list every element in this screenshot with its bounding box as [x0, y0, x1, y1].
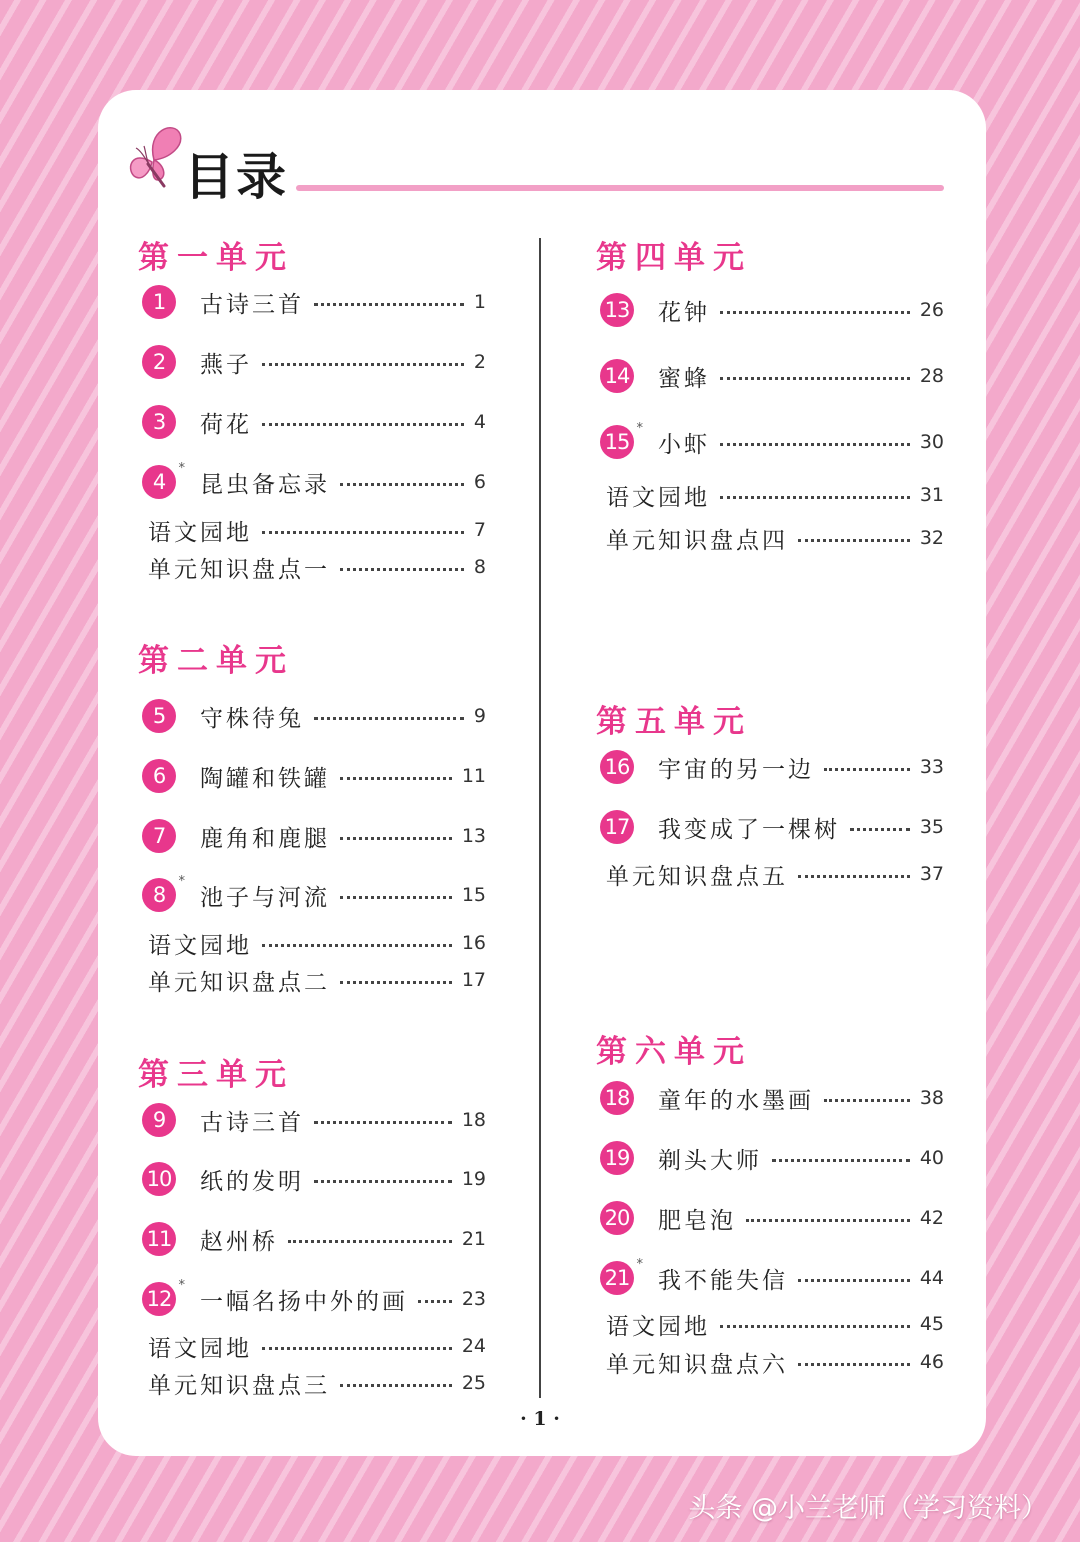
- lesson-number: 13: [604, 298, 630, 322]
- entry-page: 2: [473, 351, 486, 373]
- lesson-number: 1: [152, 290, 166, 314]
- dot-leader: [340, 837, 452, 840]
- lesson-number-badge: [142, 461, 185, 499]
- toc-entry[interactable]: [148, 1365, 486, 1401]
- toc-entry[interactable]: [148, 512, 486, 548]
- entry-title: 语文园地: [606, 484, 710, 511]
- dot-leader: [798, 1363, 910, 1366]
- entry-title: 语文园地: [606, 1313, 710, 1340]
- entry-title: 单元知识盘点二: [148, 969, 330, 996]
- dot-leader: [262, 423, 464, 426]
- entry-page: 46: [919, 1351, 944, 1373]
- lesson-number-badge: [142, 699, 176, 733]
- dot-leader: [262, 944, 452, 947]
- lesson-number: 18: [604, 1086, 630, 1110]
- entry-title: 昆虫备忘录: [200, 471, 330, 498]
- entry-page: 8: [473, 556, 486, 578]
- entry-page: 28: [919, 365, 944, 387]
- lesson-number-badge: [142, 1222, 176, 1256]
- lesson-number: 17: [604, 815, 630, 839]
- entry-page: 1: [473, 291, 486, 313]
- dot-leader: [720, 311, 910, 314]
- optional-star-icon: *: [178, 1278, 185, 1293]
- entry-page: 30: [919, 431, 944, 453]
- lesson-number-badge: [142, 405, 176, 439]
- toc-entry[interactable]: [600, 749, 944, 785]
- entry-title: 花钟: [658, 299, 710, 326]
- dot-leader: [798, 875, 910, 878]
- lesson-number-badge: [142, 1162, 176, 1196]
- entry-page: 16: [461, 932, 486, 954]
- dot-leader: [720, 1325, 910, 1328]
- lesson-number: 8: [152, 883, 166, 907]
- lesson-number-badge: [600, 359, 634, 393]
- toc-entry[interactable]: [600, 358, 944, 394]
- toc-entry[interactable]: [600, 1257, 944, 1296]
- lesson-number-badge: [142, 345, 176, 379]
- entry-page: 33: [919, 756, 944, 778]
- entry-title: 语文园地: [148, 932, 252, 959]
- toc-entry[interactable]: [142, 1102, 486, 1138]
- entry-page: 38: [919, 1087, 944, 1109]
- unit-title: 第三单元: [138, 1057, 294, 1093]
- entry-page: 18: [461, 1109, 486, 1131]
- entry-title: 单元知识盘点三: [148, 1372, 330, 1399]
- lesson-number: 3: [152, 410, 166, 434]
- lesson-number-badge: [142, 1103, 176, 1137]
- dot-leader: [720, 443, 910, 446]
- lesson-number-badge: [142, 285, 176, 319]
- entry-title: 肥皂泡: [658, 1207, 736, 1234]
- dot-leader: [262, 531, 464, 534]
- toc-entry[interactable]: [606, 477, 944, 513]
- entry-title: 赵州桥: [200, 1228, 278, 1255]
- toc-entry[interactable]: [606, 1344, 944, 1380]
- lesson-number-badge: [600, 1257, 643, 1295]
- entry-title: 古诗三首: [200, 1109, 304, 1136]
- optional-star-icon: *: [178, 874, 185, 889]
- page-title: 目录: [184, 148, 288, 206]
- toc-entry[interactable]: [142, 818, 486, 854]
- toc-entry[interactable]: [148, 1328, 486, 1364]
- dot-leader: [340, 568, 464, 571]
- lesson-number-badge: [600, 293, 634, 327]
- toc-entry[interactable]: [142, 1221, 486, 1257]
- toc-entry[interactable]: [142, 404, 486, 440]
- entry-page: 40: [919, 1147, 944, 1169]
- entry-page: 31: [919, 484, 944, 506]
- entry-title: 我变成了一棵树: [658, 816, 840, 843]
- entry-page: 23: [461, 1288, 486, 1310]
- entry-title: 我不能失信: [658, 1267, 788, 1294]
- toc-entry[interactable]: [148, 925, 486, 961]
- dot-leader: [772, 1159, 910, 1162]
- toc-entry[interactable]: [142, 284, 486, 320]
- toc-entry[interactable]: [142, 1161, 486, 1197]
- toc-entry[interactable]: [148, 962, 486, 998]
- lesson-number-badge: [142, 819, 176, 853]
- lesson-number-badge: [600, 810, 634, 844]
- entry-page: 6: [473, 471, 486, 493]
- dot-leader: [314, 303, 464, 306]
- optional-star-icon: *: [178, 461, 185, 476]
- lesson-number: 9: [152, 1108, 166, 1132]
- lesson-number-badge: [600, 421, 643, 459]
- toc-entry[interactable]: [142, 698, 486, 734]
- entry-title: 语文园地: [148, 1335, 252, 1362]
- dot-leader: [824, 1099, 910, 1102]
- entry-page: 17: [461, 969, 486, 991]
- dot-leader: [262, 363, 464, 366]
- optional-star-icon: *: [636, 421, 643, 436]
- dot-leader: [340, 1384, 452, 1387]
- entry-page: 44: [919, 1267, 944, 1289]
- entry-page: 24: [461, 1335, 486, 1357]
- toc-entry[interactable]: [600, 292, 944, 328]
- toc-entry[interactable]: [148, 549, 486, 585]
- entry-title: 单元知识盘点六: [606, 1351, 788, 1378]
- entry-page: 9: [473, 705, 486, 727]
- entry-title: 单元知识盘点一: [148, 556, 330, 583]
- lesson-number-badge: [600, 1081, 634, 1115]
- toc-entry[interactable]: [606, 1306, 944, 1342]
- entry-page: 4: [473, 411, 486, 433]
- unit-title: 第一单元: [138, 240, 294, 276]
- dot-leader: [340, 777, 452, 780]
- entry-page: 7: [473, 519, 486, 541]
- entry-title: 守株待兔: [200, 705, 304, 732]
- dot-leader: [850, 828, 910, 831]
- dot-leader: [746, 1219, 910, 1222]
- lesson-number-badge: [142, 874, 185, 912]
- dot-leader: [340, 981, 452, 984]
- lesson-number: 2: [152, 350, 166, 374]
- entry-title: 古诗三首: [200, 291, 304, 318]
- lesson-number: 16: [604, 755, 630, 779]
- lesson-number-badge: [600, 750, 634, 784]
- entry-title: 燕子: [200, 351, 252, 378]
- dot-leader: [262, 1347, 452, 1350]
- entry-title: 蜜蜂: [658, 365, 710, 392]
- entry-page: 45: [919, 1313, 944, 1335]
- entry-page: 35: [919, 816, 944, 838]
- entry-page: 32: [919, 527, 944, 549]
- entry-title: 荷花: [200, 411, 252, 438]
- entry-page: 21: [461, 1228, 486, 1250]
- toc-entry[interactable]: [600, 421, 944, 460]
- dot-leader: [418, 1300, 452, 1303]
- column-divider: [539, 238, 541, 1398]
- entry-page: 37: [919, 863, 944, 885]
- entry-page: 13: [461, 825, 486, 847]
- toc-entry[interactable]: [142, 344, 486, 380]
- lesson-number: 4: [152, 470, 166, 494]
- watermark: 头条 @小兰老师（学习资料）: [688, 1493, 1048, 1524]
- entry-title: 一幅名扬中外的画: [200, 1288, 408, 1315]
- dot-leader: [720, 377, 910, 380]
- entry-title: 陶罐和铁罐: [200, 765, 330, 792]
- unit-title: 第四单元: [596, 240, 752, 276]
- lesson-number: 20: [604, 1206, 630, 1230]
- entry-title: 小虾: [658, 431, 710, 458]
- lesson-number: 14: [604, 364, 630, 388]
- lesson-number: 5: [152, 704, 166, 728]
- dot-leader: [340, 483, 464, 486]
- toc-entry[interactable]: [606, 856, 944, 892]
- toc-entry[interactable]: [142, 758, 486, 794]
- toc-entry[interactable]: [600, 1080, 944, 1116]
- unit-title: 第五单元: [596, 704, 752, 740]
- dot-leader: [314, 1180, 452, 1183]
- entry-page: 26: [919, 299, 944, 321]
- entry-title: 鹿角和鹿腿: [200, 825, 330, 852]
- entry-title: 剃头大师: [658, 1147, 762, 1174]
- entry-title: 宇宙的另一边: [658, 756, 814, 783]
- lesson-number: 12: [146, 1287, 172, 1311]
- butterfly-icon: [124, 120, 186, 198]
- entry-title: 单元知识盘点四: [606, 527, 788, 554]
- entry-page: 42: [919, 1207, 944, 1229]
- lesson-number: 15: [604, 430, 630, 454]
- entry-title: 纸的发明: [200, 1168, 304, 1195]
- dot-leader: [720, 496, 910, 499]
- entry-title: 单元知识盘点五: [606, 863, 788, 890]
- unit-title: 第六单元: [596, 1034, 752, 1070]
- dot-leader: [798, 539, 910, 542]
- toc-entry[interactable]: [606, 520, 944, 556]
- title-rule: [296, 185, 944, 191]
- dot-leader: [340, 896, 452, 899]
- lesson-number: 10: [146, 1167, 172, 1191]
- toc-entry[interactable]: [600, 1140, 944, 1176]
- dot-leader: [824, 768, 910, 771]
- lesson-number-badge: [600, 1201, 634, 1235]
- entry-title: 语文园地: [148, 519, 252, 546]
- entry-page: 15: [461, 884, 486, 906]
- toc-entry[interactable]: [142, 874, 486, 913]
- unit-title: 第二单元: [138, 643, 294, 679]
- lesson-number-badge: [142, 759, 176, 793]
- dot-leader: [798, 1279, 910, 1282]
- entry-title: 池子与河流: [200, 884, 330, 911]
- lesson-number-badge: [142, 1278, 185, 1316]
- lesson-number: 6: [152, 764, 166, 788]
- lesson-number-badge: [600, 1141, 634, 1175]
- toc-entry[interactable]: [600, 809, 944, 845]
- optional-star-icon: *: [636, 1257, 643, 1272]
- dot-leader: [288, 1240, 452, 1243]
- lesson-number: 19: [604, 1146, 630, 1170]
- entry-page: 11: [461, 765, 486, 787]
- entry-page: 19: [461, 1168, 486, 1190]
- toc-entry[interactable]: [142, 461, 486, 500]
- lesson-number: 7: [152, 824, 166, 848]
- dot-leader: [314, 1121, 452, 1124]
- lesson-number: 11: [146, 1227, 172, 1251]
- dot-leader: [314, 717, 464, 720]
- toc-entry[interactable]: [142, 1278, 486, 1317]
- entry-title: 童年的水墨画: [658, 1087, 814, 1114]
- entry-page: 25: [461, 1372, 486, 1394]
- page-number: · 1 ·: [520, 1408, 560, 1430]
- lesson-number: 21: [604, 1266, 630, 1290]
- toc-entry[interactable]: [600, 1200, 944, 1236]
